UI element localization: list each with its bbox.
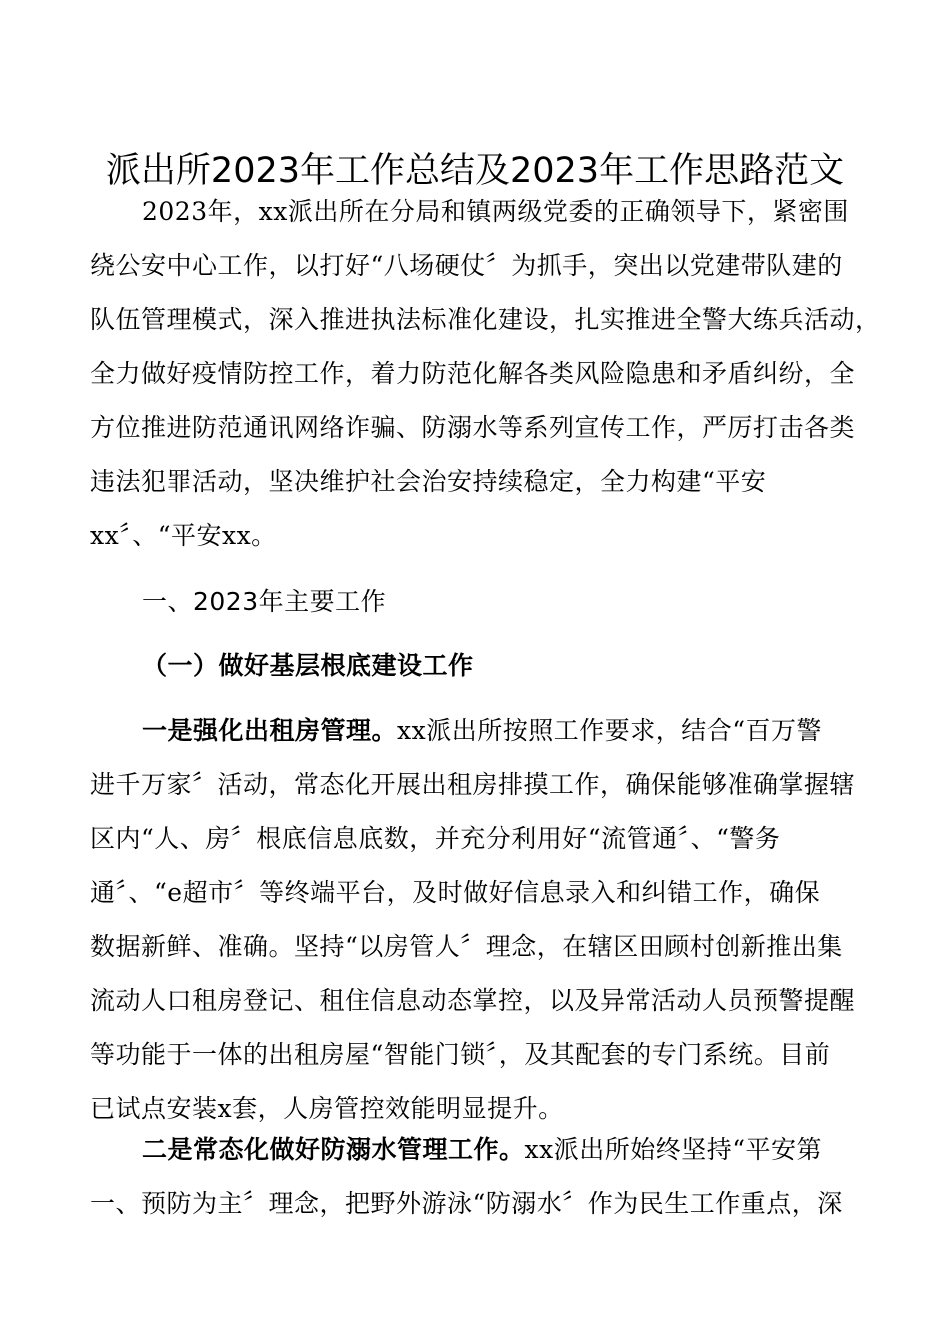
document-title: 派出所2023年工作总结及2023年工作思路范文 xyxy=(105,151,845,191)
intro-paragraph xyxy=(90,185,880,563)
paragraph-line: 区内“人、房〞根底信息底数，并充分利用好“流管通〞、“警务 xyxy=(90,824,781,853)
heading-text: 一、2023年主要工作 xyxy=(142,587,387,616)
paragraph-line: 通〞、“e超市〞等终端平台，及时做好信息录入和纠错工作，确保 xyxy=(90,878,821,907)
paragraph-line: 进千万家〞活动，常态化开展出租房排摸工作，确保能够准确掌握辖 xyxy=(90,770,856,799)
paragraph-line: 违法犯罪活动，坚决维护社会治安持续稳定，全力构建“平安 xyxy=(90,467,767,496)
paragraph-text: xx派出所始终坚持“平安第 xyxy=(524,1135,822,1164)
paragraph-line: 方位推进防范通讯网络诈骗、防溺水等系列宣传工作，严厉打击各类 xyxy=(90,413,856,442)
paragraph-line: 已试点安装x套，人房管控效能明显提升。 xyxy=(90,1094,564,1123)
paragraph-text: xx派出所按照工作要求，结合“百万警 xyxy=(397,716,822,745)
paragraph-line: 全力做好疫情防控工作，着力防范化解各类风险隐患和矛盾纠纷，全 xyxy=(90,359,856,388)
paragraph-line: 2023年，xx派出所在分局和镇两级党委的正确领导下，紧密围 xyxy=(142,197,849,226)
section-heading-main-work xyxy=(90,575,880,629)
paragraph-line: 流动人口租房登记、租住信息动态掌控，以及异常活动人员预警提醒 xyxy=(90,986,856,1015)
paragraph-line: 等功能于一体的出租房屋“智能门锁〞，及其配套的专门系统。目前 xyxy=(90,1040,831,1069)
paragraph-line xyxy=(90,1123,880,1177)
paragraph-lead: 一是强化出租房管理。 xyxy=(142,716,398,745)
paragraph-line: 一、预防为主〞理念，把野外游泳“防溺水〞作为民生工作重点，深 xyxy=(90,1189,843,1218)
paragraph-drowning-prevention xyxy=(90,1123,880,1231)
subsection-heading-grassroots xyxy=(90,639,880,693)
heading-text: （一）做好基层根底建设工作 xyxy=(142,651,474,680)
paragraph-line: 数据新鲜、准确。坚持“以房管人〞理念，在辖区田顾村创新推出集 xyxy=(90,932,843,961)
paragraph-rental-housing xyxy=(90,704,880,1136)
paragraph-line xyxy=(90,704,880,758)
paragraph-line: 队伍管理模式，深入推进执法标准化建设，扎实推进全警大练兵活动， xyxy=(90,305,881,334)
paragraph-line: 绕公安中心工作，以打好“八场硬仗〞为抓手，突出以党建带队建的 xyxy=(90,251,843,280)
paragraph-line: xx〞、“平安xx。 xyxy=(90,521,277,550)
paragraph-lead: 二是常态化做好防溺水管理工作。 xyxy=(142,1135,525,1164)
